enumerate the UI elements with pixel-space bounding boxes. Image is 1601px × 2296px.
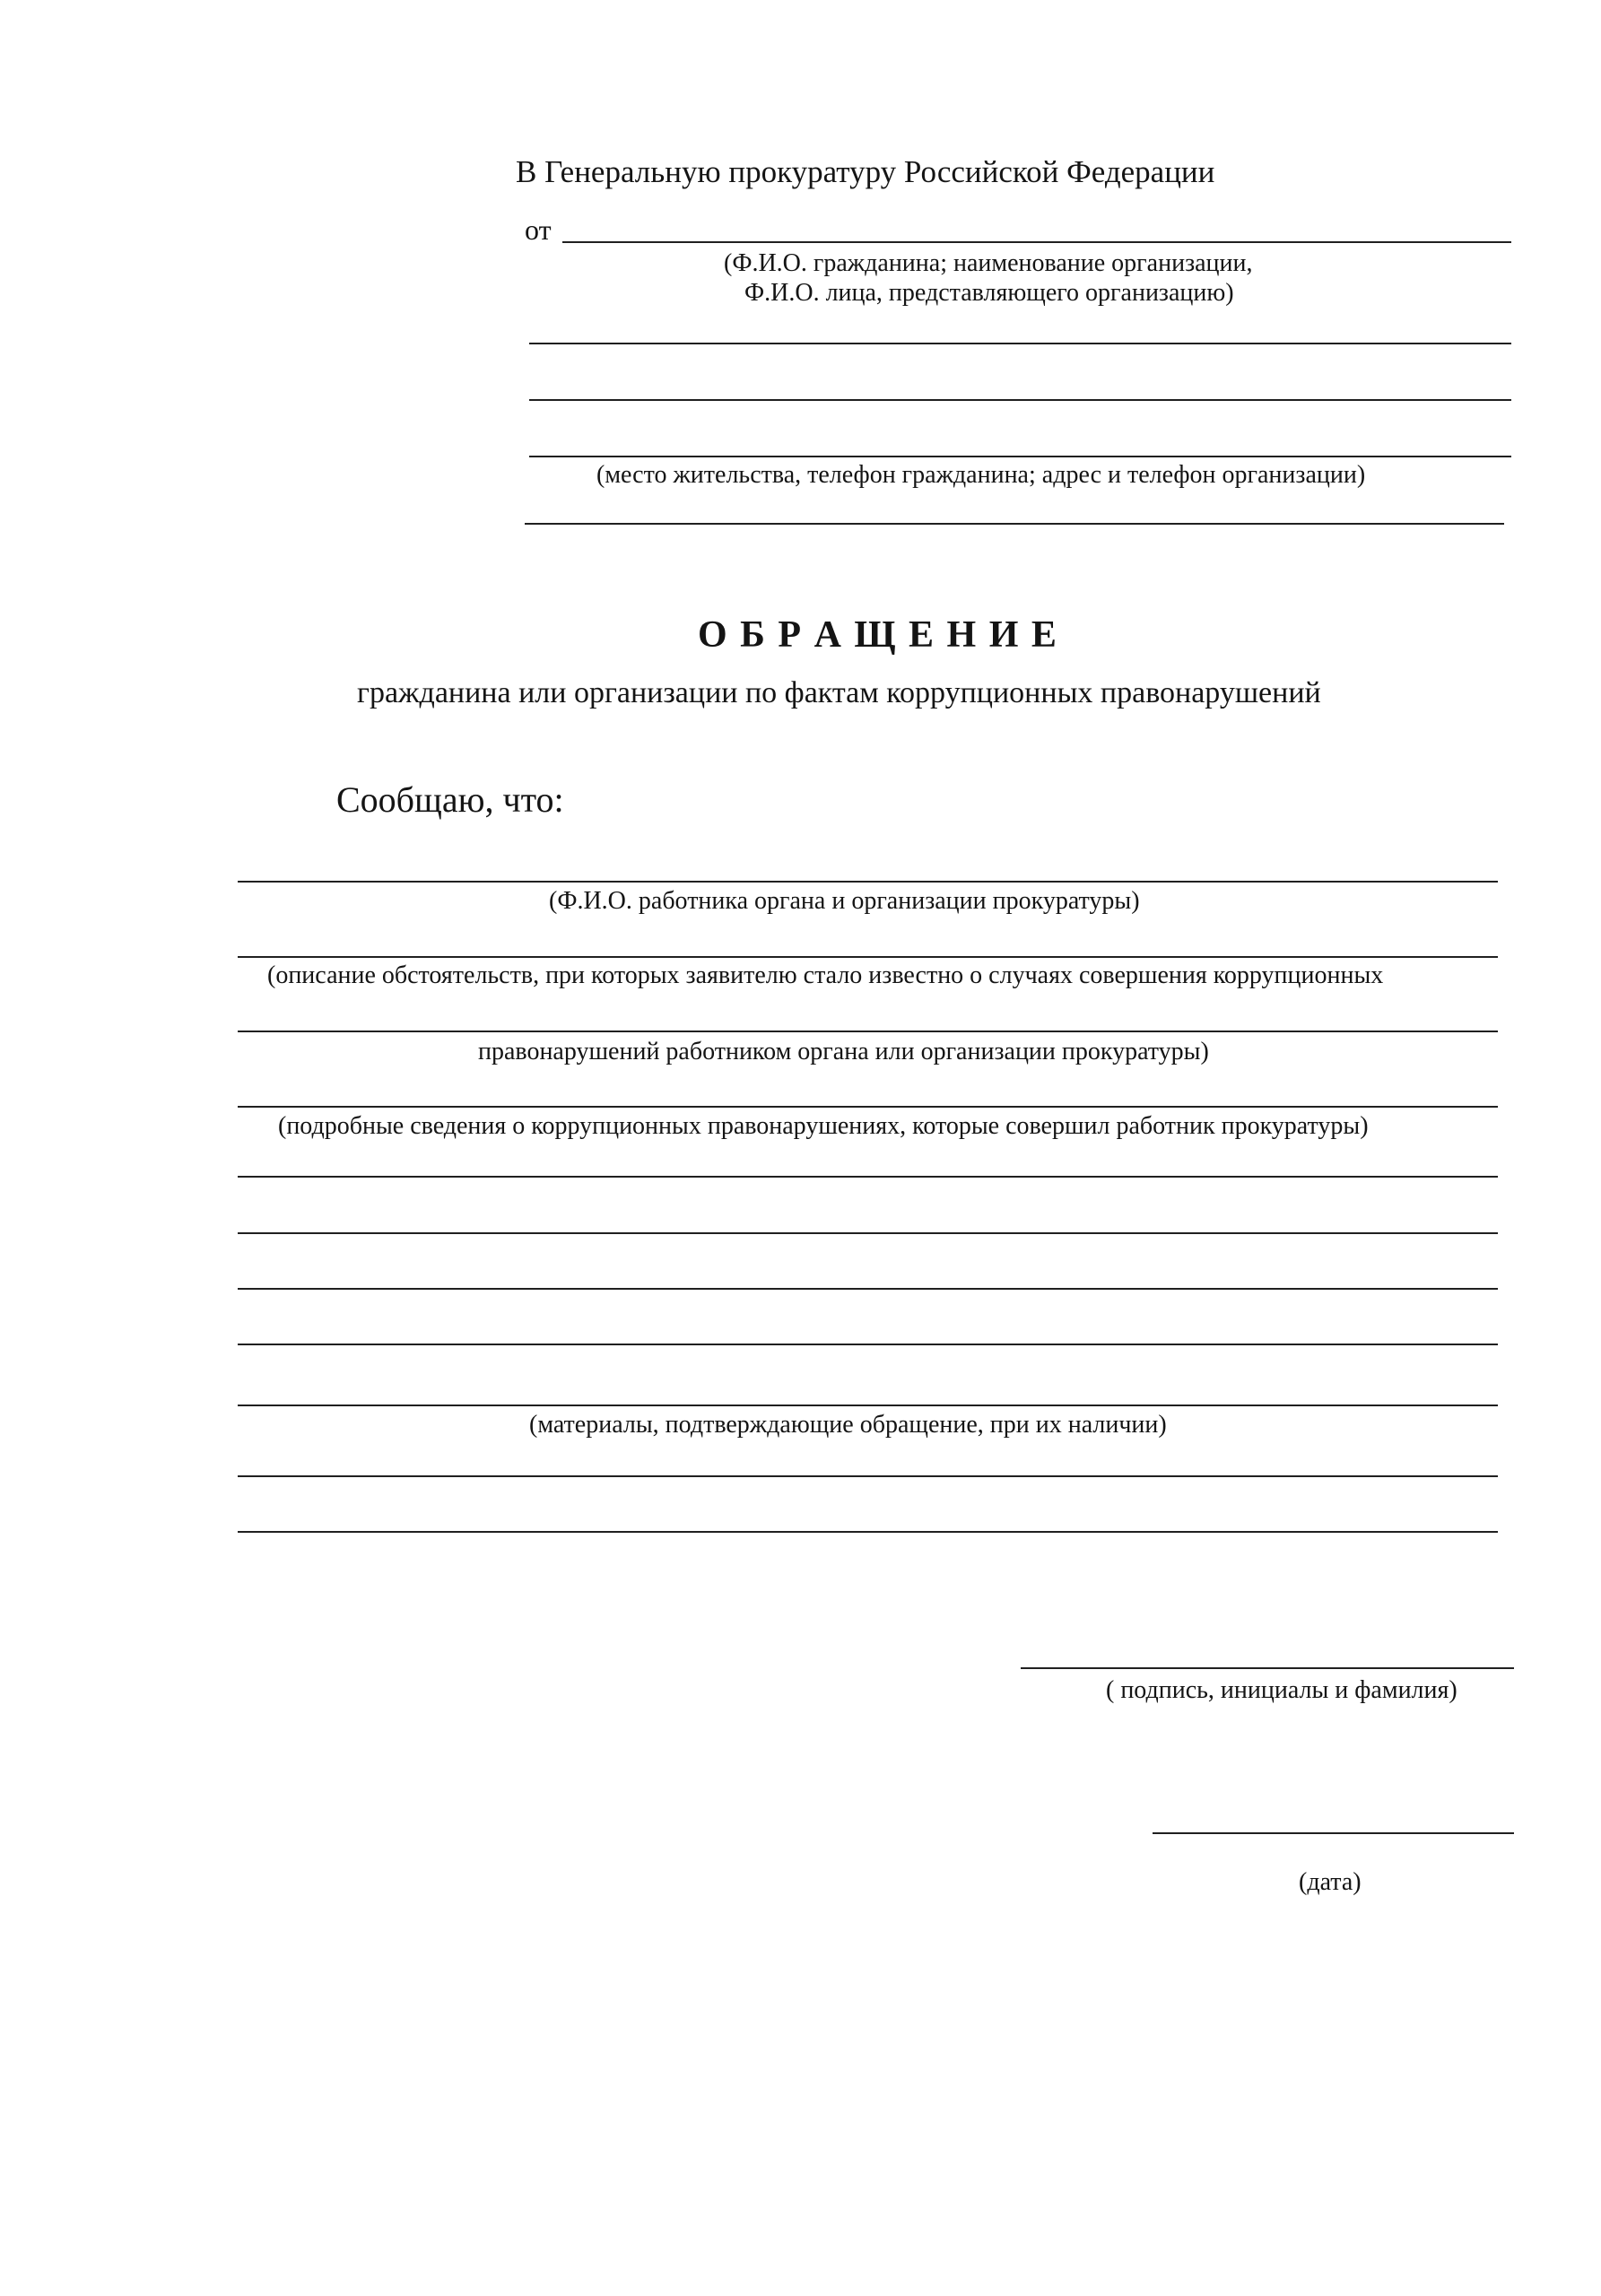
materials-line-1[interactable] [238,1405,1498,1406]
circumstances-line-2[interactable] [238,1031,1498,1032]
signature-caption: ( подпись, инициалы и фамилия) [1106,1676,1457,1704]
circumstances-caption-line2: правонарушений работником органа или организации прокуратуры) [478,1038,1209,1065]
materials-caption: (материалы, подтверждающие обращение, при их наличии) [529,1411,1167,1439]
materials-line-3[interactable] [238,1531,1498,1533]
document-subtitle: гражданина или организации по фактам коррупционных правонарушений [357,676,1321,709]
from-line-2[interactable] [529,343,1511,344]
from-caption-line2: Ф.И.О. лица, представляющего организацию) [744,279,1234,307]
details-line-3[interactable] [238,1232,1498,1234]
details-line-2[interactable] [238,1176,1498,1178]
materials-line-2[interactable] [238,1475,1498,1477]
addressee-text: В Генеральную прокуратуру Российской Федерации [516,154,1215,189]
details-caption: (подробные сведения о коррупционных правонарушениях, которые совершил работник прокуратуры) [278,1112,1369,1140]
address-line[interactable] [529,456,1511,457]
circumstances-caption-line1: (описание обстоятельств, при которых заявителю стало известно о случаях совершения коррупционных [267,961,1384,989]
from-line[interactable] [562,241,1511,243]
intro-text: Сообщаю, что: [336,779,564,820]
circumstances-line-1[interactable] [238,956,1498,958]
address-caption: (место жительства, телефон гражданина; адрес и телефон организации) [596,461,1366,489]
details-line-1[interactable] [238,1106,1498,1108]
details-line-4[interactable] [238,1288,1498,1290]
date-caption: (дата) [1299,1868,1362,1896]
from-label: от [525,213,552,246]
employee-line[interactable] [238,881,1498,883]
signature-line[interactable] [1021,1667,1514,1669]
document-title: О Б Р А Щ Е Н И Е [698,614,1058,656]
details-line-5[interactable] [238,1344,1498,1345]
address-line-2[interactable] [525,523,1504,525]
from-line-3[interactable] [529,399,1511,401]
from-caption-line1: (Ф.И.О. гражданина; наименование организации, [724,249,1253,277]
employee-caption: (Ф.И.О. работника органа и организации прокуратуры) [549,887,1140,915]
date-line[interactable] [1153,1832,1514,1834]
